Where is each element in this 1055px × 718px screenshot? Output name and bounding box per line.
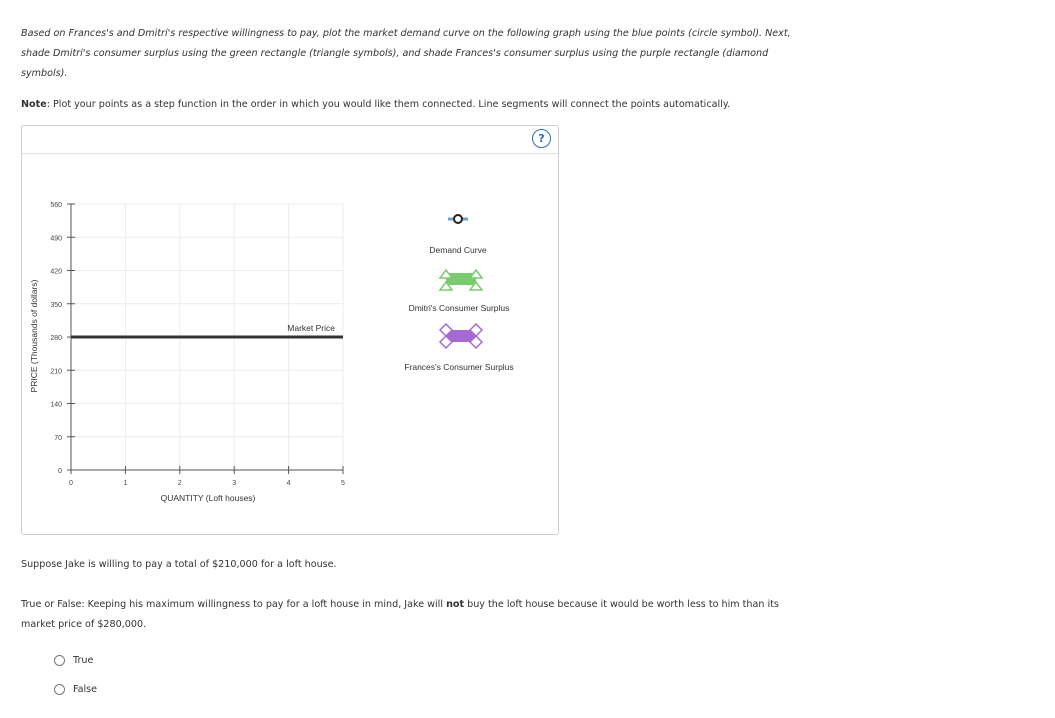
- x-tick-label: 3: [232, 480, 237, 487]
- radio-false[interactable]: [54, 684, 65, 695]
- frances-surplus-tool[interactable]: [440, 324, 482, 348]
- x-tick-label: 1: [123, 480, 128, 487]
- chart-axes: [67, 204, 343, 474]
- x-tick-label: 0: [69, 480, 73, 487]
- y-tick-label: 490: [50, 235, 62, 243]
- x-tick-label: 5: [341, 480, 345, 487]
- tf-prefix: True or False: Keeping his maximum willingness to pay for a loft house in mind, Jake will: [21, 599, 447, 610]
- x-axis-label: QUANTITY (Loft houses): [160, 493, 256, 503]
- dmitri-surplus-tool[interactable]: [440, 270, 482, 290]
- option-true-label: True: [73, 654, 94, 666]
- y-tick-label: 70: [54, 434, 62, 442]
- note-label: Note: [21, 99, 47, 110]
- y-tick-label: 0: [58, 468, 62, 475]
- y-tick-label: 140: [50, 401, 62, 409]
- option-false-label: False: [73, 683, 98, 695]
- x-tick-labels: [69, 480, 345, 487]
- question-prompt: Based on Frances's and Dmitri's respective willingness to pay, plot the market demand curve on the following graph using the blue points (circle symbol). Next, shade Dmitri's consumer surplus using the green rectangle (triangle symbols), and shade Frances's consumer surplus using the purple rectangle (diamond symbols).: [21, 28, 791, 79]
- dmitri-surplus-label: Dmitri's Consumer Surplus: [408, 303, 510, 313]
- y-tick-label: 280: [50, 335, 62, 342]
- help-icon[interactable]: ?: [532, 129, 551, 148]
- demand-curve-label: Demand Curve: [429, 245, 487, 255]
- y-tick-labels: [50, 202, 62, 475]
- frances-surplus-label: Frances's Consumer Surplus: [404, 362, 514, 372]
- tf-bold: not: [446, 599, 465, 610]
- demand-curve-tool[interactable]: [448, 215, 468, 223]
- y-tick-label: 560: [50, 202, 62, 209]
- option-false[interactable]: [54, 682, 97, 696]
- note-body: : Plot your points as a step function in the order in which you would like them connected. Line segments will connect the points automatically.: [46, 99, 731, 110]
- y-tick-label: 420: [50, 268, 62, 276]
- demand-tool-point: [454, 215, 462, 223]
- jake-statement: Suppose Jake is willing to pay a total of $210,000 for a loft house.: [21, 559, 337, 570]
- graph-svg[interactable]: [22, 126, 558, 534]
- x-tick-label: 4: [286, 480, 291, 487]
- y-tick-label: 350: [50, 301, 62, 309]
- y-tick-label: 210: [50, 368, 62, 376]
- option-true[interactable]: [54, 653, 93, 667]
- note-text: [21, 95, 921, 115]
- y-axis-label: PRICE (Thousands of dollars): [29, 279, 39, 393]
- tf-suffix: buy the loft house because it would be worth less to him than its market price of $280,000.: [21, 599, 779, 630]
- radio-true[interactable]: [54, 655, 65, 666]
- market-price-label: Market Price: [287, 323, 335, 333]
- x-tick-label: 2: [177, 480, 182, 487]
- true-false-question: [21, 595, 801, 635]
- graph-panel: [21, 125, 559, 535]
